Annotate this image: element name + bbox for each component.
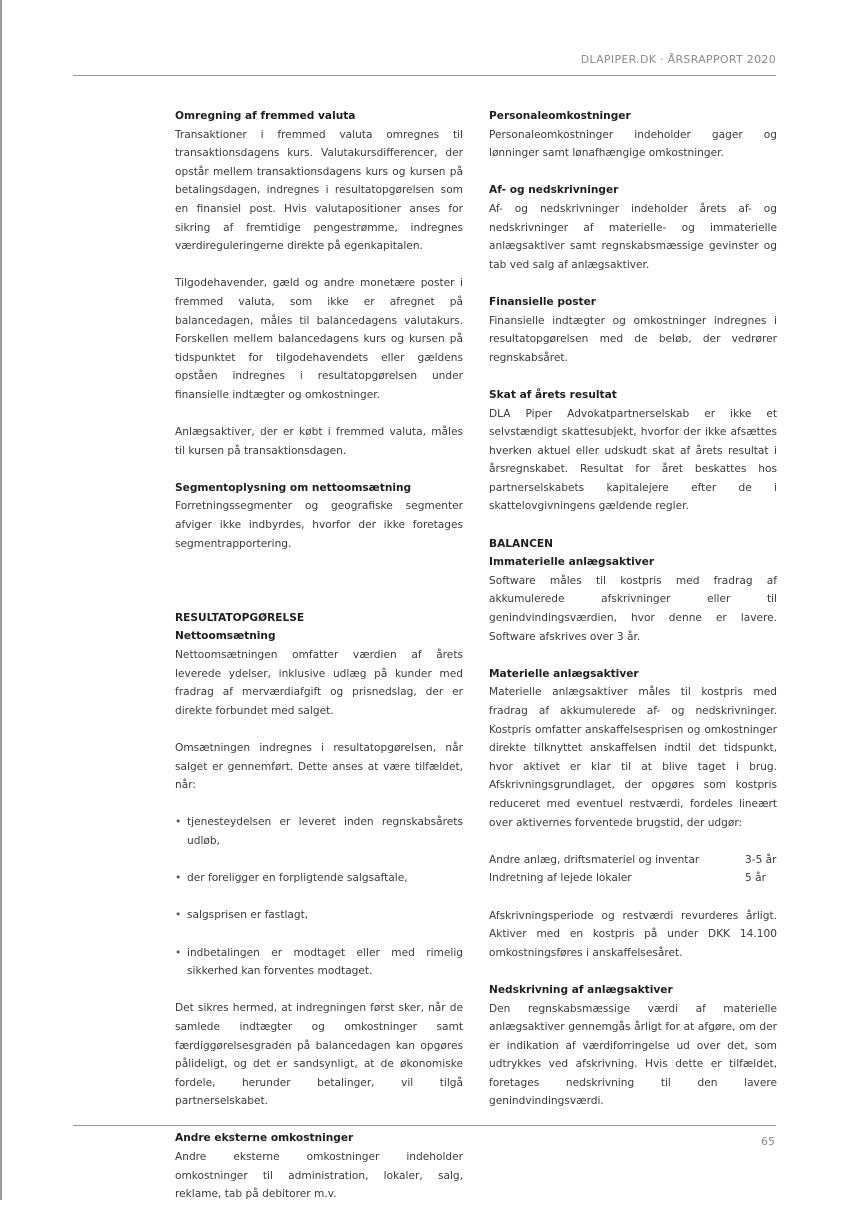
paragraph-valuta-2: Tilgodehavender, gæld og andre monetære poster i fremmed valuta, som ikke er afregnet på balancedagen, måles til balancedagens valutakurs. Forskellen mellem balancedagens kurs og kursen på tidspunktet for tilgodehavendets eller gældens opståen indregnes i resultatopgørelsen under finansielle indtægter og omkostninger. bbox=[175, 277, 463, 401]
paragraph-skat: DLA Piper Advokatpartnerselskab er ikke et selvstændigt skattesubjekt, hvorfor der ikke afsættes hverken aktuel eller udskudt skat af årets resultat i årsregnskabet. Resultat for året beskattes hos partnerselskabets kapitalejere efter de i skattelovgivningens gældende regler. bbox=[489, 407, 777, 513]
paragraph-personale: Personaleomkostninger indeholder gager og lønninger samt lønafhængige omkostninger. bbox=[489, 128, 777, 160]
paragraph-valuta-3: Anlægsaktiver, der er købt i fremmed valuta, måles til kursen på transaktionsdagen. bbox=[175, 426, 463, 457]
criteria-list bbox=[175, 813, 463, 980]
section-materielle bbox=[489, 665, 777, 832]
paragraph-immaterielle: Software måles til kostpris med fradrag af akkumulerede afskrivninger eller til genindvindingsværdien, hvor denne er lavere. Software afskrives over 3 år. bbox=[489, 574, 777, 643]
heading-resultatopgorelse: RESULTATOPGØRELSE bbox=[175, 611, 305, 624]
paragraph-nedskrivning: Den regnskabsmæssige værdi af materielle anlægsaktiver gennemgås årligt for at afgøre, om der er indikation af værdiforringelse ud over det, som udtrykkes ved afskrivning. Hvis dette er tilfældet, foretages nedskrivning til den lavere genindvindingsværdi. bbox=[489, 1002, 777, 1108]
table-cell-label: Andre anlæg, driftsmateriel og inventar bbox=[489, 853, 700, 866]
paragraph-af-nedskrivninger: Af- og nedskrivninger indeholder årets af- og nedskrivninger af materielle- og immaterielle anlægsaktiver samt regnskabsmæssige gevinster og tab ved salg af anlægsaktiver. bbox=[489, 202, 777, 271]
section-personale bbox=[489, 107, 777, 163]
right-column bbox=[489, 107, 777, 1130]
paragraph-materielle-2: Afskrivningsperiode og restværdi revurderes årligt. Aktiver med en kostpris på under DKK 14.100 omkostningsføres i anskaffelsesåret. bbox=[489, 909, 777, 959]
running-header: DLAPIPER.DK · ÅRSRAPPORT 2020 bbox=[580, 53, 776, 66]
paragraph-netto-2: Omsætningen indregnes i resultatopgørelsen, når salget er gennemført. Dette anses at være tilfældet, når: bbox=[175, 742, 463, 792]
heading-omregning-valuta: Omregning af fremmed valuta bbox=[175, 110, 356, 122]
left-column bbox=[175, 107, 463, 1222]
heading-segmentoplysning: Segmentoplysning om nettoomsætning bbox=[175, 481, 412, 494]
bullet-icon: • bbox=[175, 872, 182, 885]
section-spacer bbox=[175, 572, 463, 609]
paragraph-netto-3: Det sikres hermed, at indregningen først sker, når de samlede indtægter og omkostninger samt færdiggørelsesgraden på balancedagen kan opgøres pålideligt, og det er sandsynligt, at de økonomiske fordele, herunder betalinger, vil tilgå partnerselskabet. bbox=[175, 1002, 463, 1108]
section-immaterielle bbox=[489, 535, 777, 647]
paragraph-valuta-1: Transaktioner i fremmed valuta omregnes til transaktionsdagens kurs. Valutakursdifferencer, der opstår mellem transaktionsdagens kurs og kursen på betalingsdagen, indregnes i resultatopgørelsen som en finansiel post. Hvis valutapositioner anses for sikring af fremtidige pengestrømme, indregnes værdireguleringerne direkte på egenkapitalen. bbox=[175, 128, 463, 253]
section-eksterne bbox=[175, 1129, 463, 1203]
bullet-icon: • bbox=[175, 909, 182, 922]
page-number: 65 bbox=[761, 1135, 775, 1148]
footer-divider bbox=[73, 1125, 776, 1126]
heading-balancen: BALANCEN bbox=[489, 537, 553, 550]
heading-skat: Skat af årets resultat bbox=[489, 388, 617, 401]
paragraph-finansielle: Finansielle indtægter og omkostninger indregnes i resultatopgørelsen med de beløb, der vedrører regnskabsåret. bbox=[489, 314, 777, 364]
list-item: • der foreligger en forpligtende salgsaftale, bbox=[175, 869, 463, 888]
heading-finansielle-poster: Finansielle poster bbox=[489, 295, 596, 308]
heading-eksterne-omkostninger: Andre eksterne omkostninger bbox=[175, 1132, 354, 1145]
paragraph-materielle: Materielle anlægsaktiver måles til kostpris med fradrag af akkumulerede af- og nedskrivninger. Kostpris omfatter anskaffelsesprisen og omkostninger direkte tilknyttet anskaffelsen indtil det tidspunkt, hvor aktivet er klar til at blive taget i brug. Afskrivningsgrundlaget, der opgøres som kostpris reduceret med eventuel restværdi, fordeles lineært over aktivernes forventede brugstid, der udgør: bbox=[489, 686, 777, 829]
section-finansielle bbox=[489, 293, 777, 367]
table-cell-value: 3-5 år bbox=[745, 853, 777, 866]
heading-materielle: Materielle anlægsaktiver bbox=[489, 667, 639, 680]
list-item: • tjenesteydelsen er leveret inden regnskabsårets udløb, bbox=[175, 813, 463, 850]
paragraph-eksterne: Andre eksterne omkostninger indeholder omkostninger til administration, lokaler, salg, reklame, tab på debitorer m.v. bbox=[175, 1151, 463, 1201]
header-divider bbox=[73, 75, 776, 76]
list-item: • indbetalingen er modtaget eller med rimelig sikkerhed kan forventes modtaget. bbox=[175, 944, 463, 981]
table-cell-value: 5 år bbox=[745, 872, 766, 885]
section-nettoomsaetning bbox=[175, 609, 463, 721]
paragraph-netto-1: Nettoomsætningen omfatter værdien af årets leverede ydelser, inklusive udlæg på kunder med fradrag af merværdiafgift og prisnedslag, der er direkte forbundet med salget. bbox=[175, 649, 463, 717]
section-valuta bbox=[175, 107, 463, 256]
section-nedskrivning bbox=[489, 981, 777, 1111]
list-item: • salgsprisen er fastlagt, bbox=[175, 906, 463, 925]
table-cell-label: Indretning af lejede lokaler bbox=[489, 872, 632, 885]
heading-immaterielle: Immaterielle anlægsaktiver bbox=[489, 556, 655, 569]
section-segment bbox=[175, 479, 463, 553]
heading-personaleomkostninger: Personaleomkostninger bbox=[489, 110, 631, 122]
page-edge-line bbox=[0, 0, 2, 1200]
section-af-nedskrivninger bbox=[489, 181, 777, 274]
heading-af-nedskrivninger: Af- og nedskrivninger bbox=[489, 184, 619, 197]
depreciation-table bbox=[489, 851, 777, 888]
bullet-icon: • bbox=[175, 816, 182, 829]
section-skat bbox=[489, 386, 777, 516]
heading-nedskrivning: Nedskrivning af anlægsaktiver bbox=[489, 983, 673, 996]
paragraph-segment: Forretningssegmenter og geografiske segmenter afviger ikke indbyrdes, hvorfor der ikke foretages segmentrapportering. bbox=[175, 500, 463, 550]
heading-nettoomsaetning: Nettoomsætning bbox=[175, 630, 276, 643]
bullet-icon: • bbox=[175, 946, 182, 959]
